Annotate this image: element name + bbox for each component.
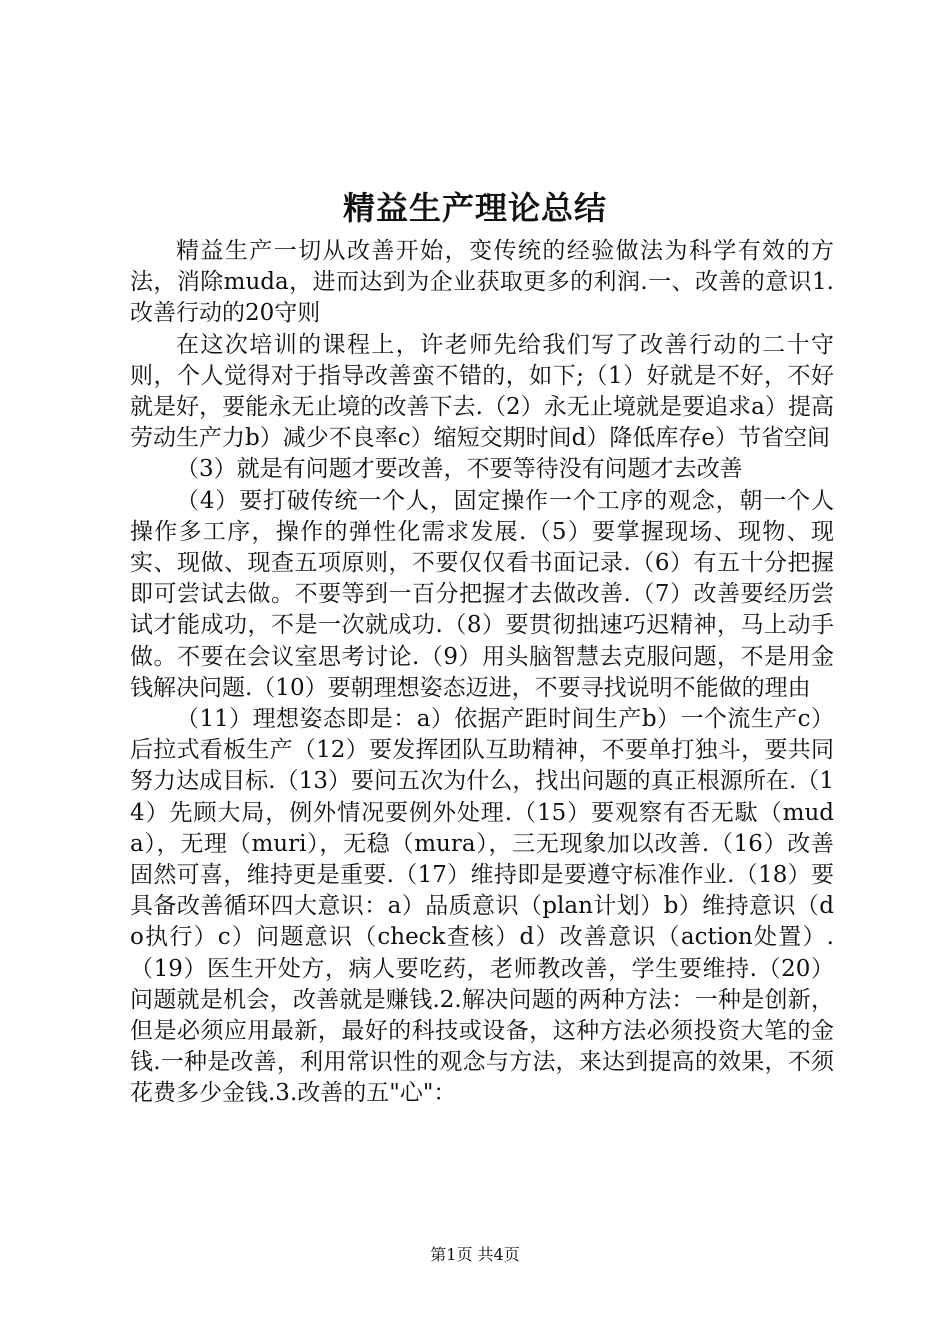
paragraph: （4）要打破传统一个人，固定操作一个工序的观念，朝一个人操作多工序，操作的弹性化需求发展.（5）要掌握现场、现物、现实、现做、现查五项原则，不要仅仅看书面记录.（6）有五十分把握即可尝试去做。不要等到一百分把握才去做改善.（7）改善要经历尝试才能成功，不是一次就成功.（8）要贯彻拙速巧迟精神，马上动手做。不要在会议室思考讨论.（9）用头脑智慧去克服问题，不是用金钱解决问题.（10）要朝理想姿态迈进，不要寻找说明不能做的理由 xyxy=(130,487,834,701)
document-body xyxy=(130,236,834,1110)
page-number: 第1页 共4页 xyxy=(430,1245,520,1264)
paragraph: （11）理想姿态即是：a）依据产距时间生产b）一个流生产c）后拉式看板生产（12）要发挥团队互助精神，不要单打独斗，要共同努力达成目标.（13）要问五次为什么，找出问题的真正根源所在.（14）先顾大局，例外情况要例外处理.（15）要观察有否无駄（muda），无理（muri），无稳（mura），三无现象加以改善.（16）改善固然可喜，维持更是重要.（17）维持即是要遵守标准作业.（18）要具备改善循环四大意识：a）品质意识（plan计划）b）维持意识（do执行）c）问题意识（check查核）d）改善意识（action处置）.（19）医生开处方，病人要吃药，老师教改善，学生要维持.（20）问题就是机会，改善就是赚钱.2.解决问题的两种方法：一种是创新，但是必须应用最新，最好的科技或设备，这种方法必须投资大笔的金钱.一种是改善，利用常识性的观念与方法，来达到提高的效果，不须花费多少金钱.3.改善的五"心"： xyxy=(130,706,834,1107)
paragraph: （3）就是有问题才要改善，不要等待没有问题才去改善 xyxy=(176,456,743,483)
paragraph: 精益生产一切从改善开始，变传统的经验做法为科学有效的方法，消除muda，进而达到为企业获取更多的利润.一、改善的意识1.改善行动的20守则 xyxy=(130,238,834,327)
paragraph: 在这次培训的课程上，许老师先给我们写了改善行动的二十守则，个人觉得对于指导改善蛮不错的，如下;（1）好就是不好，不好就是好，要能永无止境的改善下去.（2）永无止境就是要追求a）提高劳动生产力b）减少不良率c）缩短交期时间d）降低库存e）节省空间 xyxy=(130,331,834,452)
document-title: 精益生产理论总结 xyxy=(342,189,607,227)
